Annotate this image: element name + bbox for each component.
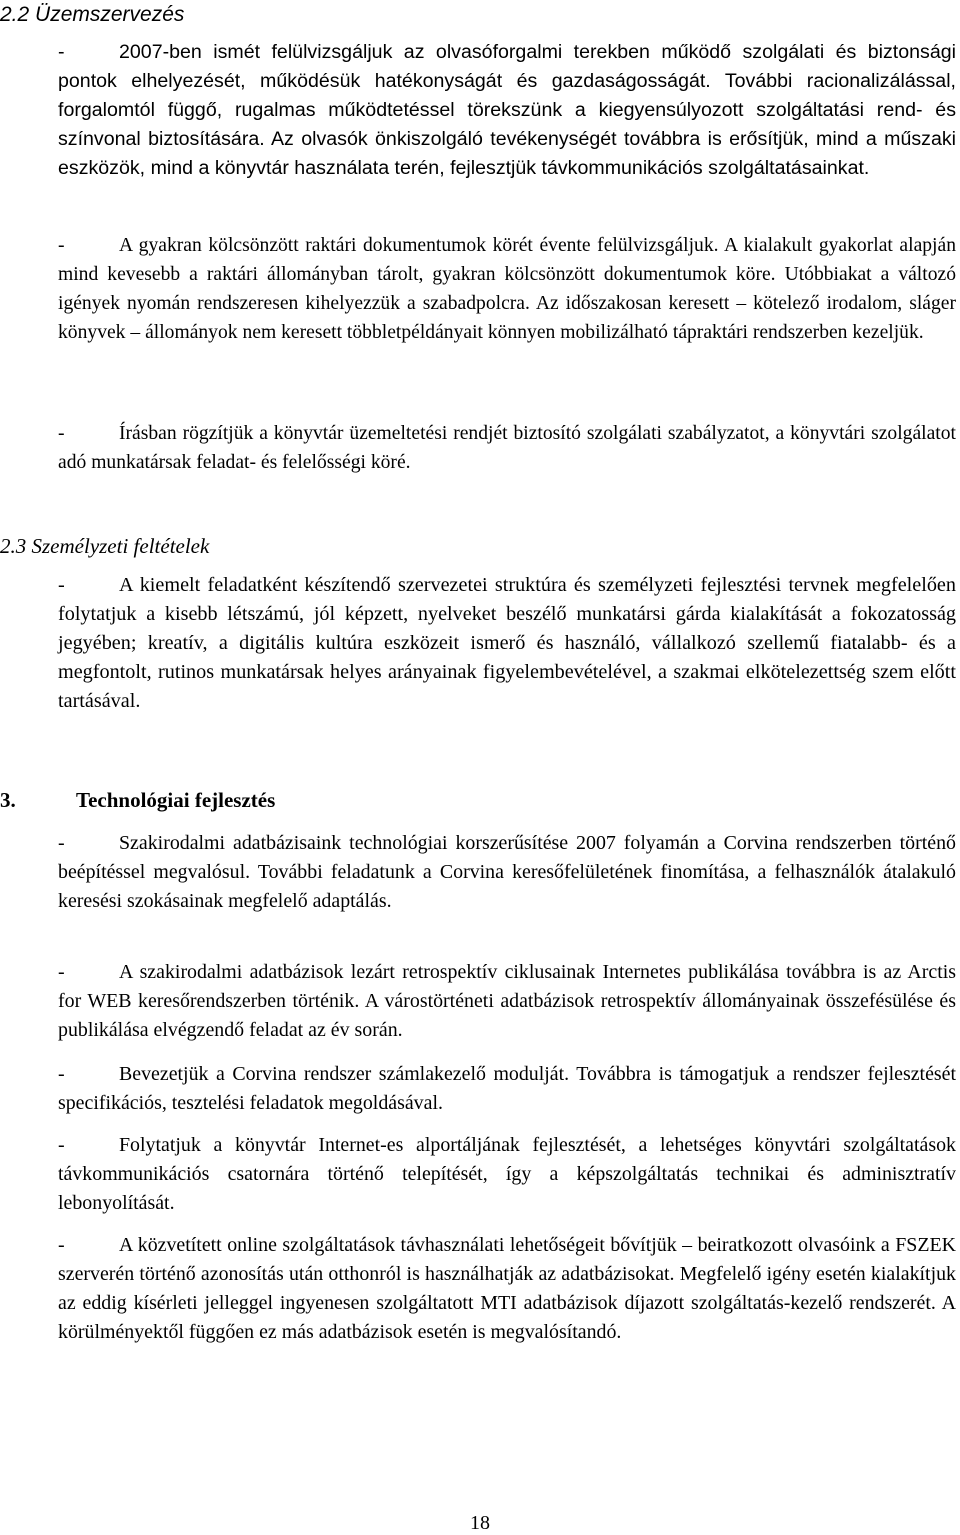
list-dash: -	[58, 574, 65, 596]
list-dash: -	[58, 961, 65, 983]
list-item-text: Írásban rögzítjük a könyvtár üzemeltetési rendjét biztosító szolgálati szabályzatot, a könyvtári szolgálatot adó munkatársak feladat- és felelősségi köré.	[58, 423, 956, 473]
list-dash: -	[58, 41, 65, 63]
list-item	[58, 38, 956, 183]
section-heading-2-3: 2.3 Személyzeti feltételek	[0, 534, 210, 558]
list-item-text: A gyakran kölcsönzött raktári dokumentumok körét évente felülvizsgáljuk. A kialakult gyakorlat alapján mind kevesebb a raktári állományban tárolt, gyakran kölcsönzött dokumentumok köre. Utóbbiakat a változó igények nyomán rendszeresen kihelyezzük a szabadpolcra. Az időszakosan keresett – kötelező irodalom, sláger könyvek – állományok nem keresett többletpéldányait könnyen mobilizálható tápraktári rendszerben kezeljük.	[58, 235, 956, 343]
page-number: 18	[470, 1512, 490, 1534]
list-item-text: Szakirodalmi adatbázisaink technológiai korszerűsítése 2007 folyamán a Corvina rendszerben történő beépítéssel megvalósul. További feladatunk a Corvina keresőfelületének finomítása, a felhasználók átalakuló keresési szokásainak megfelelő adaptálás.	[58, 832, 956, 912]
list-dash: -	[58, 1234, 65, 1256]
list-item	[58, 419, 956, 477]
list-item-text: Bevezetjük a Corvina rendszer számlakezelő modulját. Továbbra is támogatjuk a rendszer fejlesztését specifikációs, tesztelési feladatok megoldásával.	[58, 1063, 956, 1114]
list-dash: -	[58, 235, 65, 256]
list-item	[58, 231, 956, 347]
list-item-text: A kiemelt feladatként készítendő szervezetei struktúra és személyzeti fejlesztési tervnek megfelelően folytatjuk a kisebb létszámú, jól képzett, nyelveket beszélő munkatársi gárda kialakítását a fokozatosság jegyében; kreatív, a digitális kultúra eszközeit ismerő és használó, vállalkozó szellemű fiatalabb- és a megfontolt, rutinos munkatársak helyes arányainak figyelembevételével, a szakmai elkötelezettség szem előtt tartásával.	[58, 574, 956, 712]
section-heading-2-2: 2.2 Üzemszervezés	[0, 3, 185, 26]
chapter-heading-3	[0, 788, 275, 813]
chapter-title: Technológiai fejlesztés	[76, 788, 276, 812]
list-item-text: A szakirodalmi adatbázisok lezárt retrospektív ciklusainak Internetes publikálása továbbra is az Arctis for WEB keresőrendszerben történik. A várostörténeti adatbázisok retrospektív állományainak összefésülése és publikálása elvégzendő feladat az év során.	[58, 961, 956, 1041]
list-item	[58, 1131, 956, 1218]
list-item-text: Folytatjuk a könyvtár Internet-es alportáljának fejlesztését, a lehetséges könyvtári szolgáltatások távkommunikációs csatornára történő telepítését, így a képszolgáltatás technikai és adminisztratív lebonyolítását.	[58, 1134, 956, 1214]
list-item	[58, 829, 956, 916]
list-item-text: A közvetített online szolgáltatások távhasználati lehetőségeit bővítjük – beiratkozott olvasóink a FSZEK szerverén történő azonosítás után otthonról is használhatják az adatbázisokat. Megfelelő igény esetén kialakítjuk az eddig kísérleti jelleggel ingyenesen szolgáltatott MTI adatbázisok díjazott szolgáltatás-kezelő rendszerét. A körülményektől függően ez más adatbázisok esetén is megvalósítandó.	[58, 1234, 956, 1343]
list-item	[58, 571, 956, 716]
list-item-text: 2007-ben ismét felülvizsgáljuk az olvasóforgalmi terekben működő szolgálati és biztonsági pontok elhelyezését, működésük hatékonyságát és gazdaságosságát. További racionalizálással, forgalomtól függő, rugalmas működtetéssel törekszünk a kiegyensúlyozott szolgáltatási rend- és színvonal biztosítására. Az olvasók önkiszolgáló tevékenységét továbbra is erősítjük, mind a műszaki eszközök, mind a könyvtár használata terén, fejlesztjük távkommunikációs szolgáltatásainkat.	[58, 41, 956, 179]
list-item	[58, 1060, 956, 1118]
list-dash: -	[58, 1063, 65, 1085]
list-item	[58, 1231, 956, 1347]
list-dash: -	[58, 1134, 65, 1156]
list-item	[58, 958, 956, 1045]
list-dash: -	[58, 423, 65, 444]
chapter-number: 3.	[0, 788, 16, 812]
list-dash: -	[58, 832, 65, 854]
